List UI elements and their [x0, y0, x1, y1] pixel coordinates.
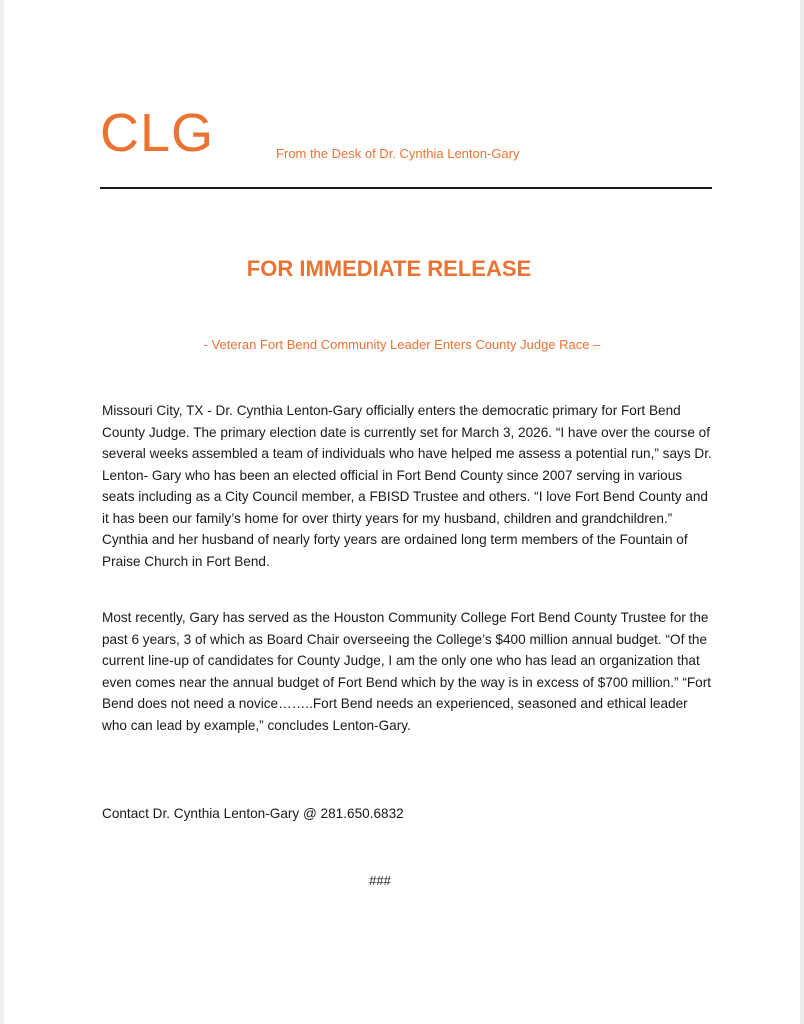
release-subheadline: - Veteran Fort Bend Community Leader Enters County Judge Race –: [203, 337, 601, 352]
release-headline: FOR IMMEDIATE RELEASE: [246, 256, 532, 281]
header-divider: [100, 187, 712, 189]
end-mark: ###: [369, 873, 391, 888]
body-paragraph-1: Missouri City, TX - Dr. Cynthia Lenton-Gary officially enters the democratic primary for Fort Bend County Judge. The primary election date is currently set for March 3, 2026. “I have over the course of several weeks assembled a team of individuals who have helped me assess a potential run,” says Dr. Lenton- Gary who has been an elected official in Fort Bend County since 2007 serving in various seats including as a City Council member, a FBISD Trustee and others. “I love Fort Bend County and it has been our family’s home for over thirty years for my husband, children and grandchildren.” Cynthia and her husband of nearly forty years are ordained long term members of the Fountain of Praise Church in Fort Bend.: [102, 403, 712, 569]
contact-line: Contact Dr. Cynthia Lenton-Gary @ 281.650.6832: [102, 806, 404, 821]
document-page: [4, 0, 800, 1024]
clg-logo: CLG: [100, 103, 215, 163]
body-paragraph-2: Most recently, Gary has served as the Houston Community College Fort Bend County Trustee for the past 6 years, 3 of which as Board Chair overseeing the College’s $400 million annual budget. “Of the current line-up of candidates for County Judge, I am the only one who has lead an organization that even comes near the annual budget of Fort Bend which by the way is in excess of $700 million.” “Fort Bend does not need a novice……..Fort Bend needs an experienced, seasoned and ethical leader who can lead by example,” concludes Lenton-Gary.: [102, 610, 712, 733]
desk-line: From the Desk of Dr. Cynthia Lenton-Gary: [276, 146, 520, 161]
